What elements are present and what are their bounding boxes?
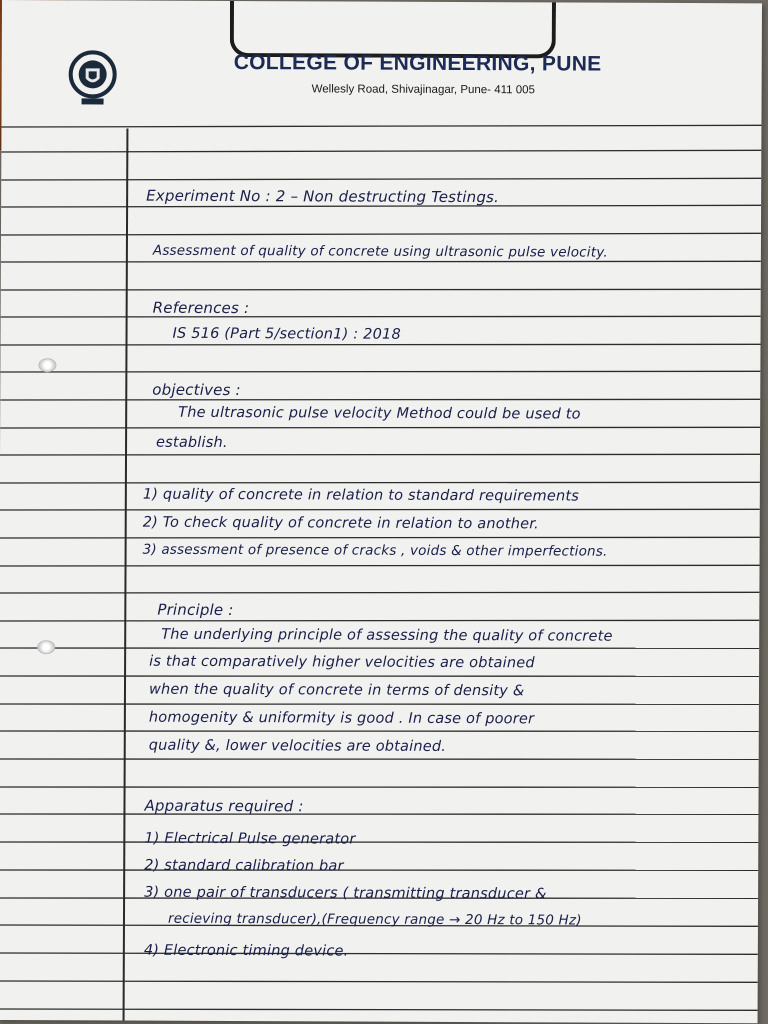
principle-line: homogenity & uniformity is good . In case of poorer bbox=[148, 709, 535, 728]
objectives-line: establish. bbox=[156, 434, 228, 451]
apparatus-item: 3) one pair of transducers ( transmitting transducer & bbox=[144, 884, 547, 903]
college-address: Wellesly Road, Shivajinagar, Pune- 411 005 bbox=[311, 83, 535, 97]
experiment-aim: Assessment of quality of concrete using ultrasonic pulse velocity. bbox=[152, 242, 608, 261]
principle-line: The underlying principle of assessing the quality of concrete bbox=[161, 626, 613, 645]
references-heading: References : bbox=[152, 298, 250, 318]
clipboard-clip bbox=[230, 0, 556, 58]
principle-line: quality &, lower velocities are obtained. bbox=[148, 737, 447, 755]
principle-heading: Principle : bbox=[157, 600, 234, 620]
principle-line: is that comparatively higher velocities are obtained bbox=[149, 653, 535, 672]
college-name: COLLEGE OF ENGINEERING, PUNE bbox=[233, 51, 602, 76]
reference-item: IS 516 (Part 5/section1) : 2018 bbox=[172, 325, 401, 343]
principle-line: when the quality of concrete in terms of density & bbox=[148, 681, 525, 700]
apparatus-item: 4) Electronic timing device. bbox=[143, 942, 349, 960]
objective-item: 3) assessment of presence of cracks , voids & other imperfections. bbox=[142, 541, 608, 560]
objective-item: 2) To check quality of concrete in relation to another. bbox=[142, 514, 539, 533]
apparatus-item: 2) standard calibration bar bbox=[144, 857, 344, 875]
objectives-line: The ultrasonic pulse velocity Method could be used to bbox=[178, 404, 581, 423]
punch-hole bbox=[37, 640, 55, 654]
objectives-heading: objectives : bbox=[152, 380, 241, 400]
apparatus-item: 1) Electrical Pulse generator bbox=[144, 830, 356, 848]
experiment-title: Experiment No : 2 – Non destructing Testings. bbox=[146, 186, 500, 207]
punch-hole bbox=[38, 358, 56, 372]
apparatus-item: recieving transducer),(Frequency range → 20 Hz to 150 Hz) bbox=[167, 910, 582, 929]
apparatus-heading: Apparatus required : bbox=[144, 796, 304, 816]
objective-item: 1) quality of concrete in relation to standard requirements bbox=[142, 486, 580, 505]
college-crest-icon bbox=[68, 46, 118, 108]
